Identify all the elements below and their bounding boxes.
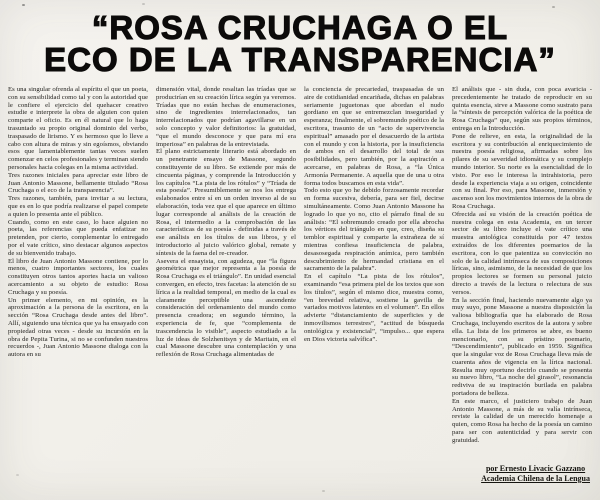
article-body	[8, 86, 592, 486]
paragraph: El análisis que - sin duda, con poca avaricia - precedentemente he tratado de reproducir en su quinta esencia, sirve a Massone como sustrato para la “síntesis de percepción valórica de la poética de Rosa Cruchaga” que, según sus propios términos, entrega en la Introducción.	[452, 86, 592, 132]
paragraph: En el capítulo “La pista de los rótulos”, examinando “esa primera piel de los textos que son los títulos”, según el mismo dice, muestra como, “en brevedad relativa, sostiene la gavilla de variados motivos latentes en el volumen”. En ellos advierte “distanciamiento de superficies y de inmovilismos terrestres”, “actitud de búsqueda ontológica y existencial”, “impulso... que espera en Dios victoria salvífica”.	[304, 273, 444, 343]
paragraph: En la sección final, haciendo nuevamente algo ya muy suyo, pone Massone a nuestra disposición la valiosa bibliografía que ha elaborado de Rosa Cruchaga, incluyendo escritos de la autora y sobre ella. La lista de los primeros se abre, es bueno mencionarlo, con su prístino poemario, “Descendimiento”, publicado en 1959. Significa que la singular voz de Rosa Cruchaga lleva más de cuarenta años de vigencia en la lírica nacional. Resulta muy oportuno decirlo cuando se presenta su nuevo libro, “La noche del girasol”, resonancia rediviva de su inspiración burilada en palabra portadora de belleza.	[452, 296, 592, 398]
paragraph: Es una singular ofrenda al espíritu el que un poeta, con su sensibilidad como tal y con la autoridad que le confiere el ejercicio del quehacer creativo estudie e interprete la obra de alguien con quien comparte el oficio. Es en él natural que lo haga trasuntado su propio original dominio del verbo, traspasado de lirismo. Y es hermoso que lo lleve a cabo con altura de miras y sin egoísmos, obviando esos que lamentablemente tantas veces suelen comenzar en celos profesionales y terminan siendo personales hacia colegas en la misma actividad.	[8, 86, 148, 171]
text-column-3	[304, 86, 444, 486]
paragraph: Tres razones iniciales para apreciar este libro de Juan Antonio Massone, bellamente titulado “Rosa Cruchaga o el eco de la transparencia”.	[8, 171, 148, 195]
paragraph: En este marco, el justiciero trabajo de Juan Antonio Massone, a más de su valía intrínseca, reviste la calidad de un merecido homenaje a quien, como Rosa ha hecho de la poesía un camino para ser con autenticidad y para servir con gratuidad.	[452, 397, 592, 444]
paragraph: la conciencia de precariedad, traspasadas de un aire de cotidianidad encariñada, dichas en palabras seriamente juguetonas que abordan el nudo gordiano en que se entremezclan inseguridad y esperanza; finalmente, el sobremundo poético de la escritora, trasunto de un “acto de supervivencia espiritual” amasado por el desacuerdo de la artista con el mundo y con la historia, por la insuficiencia de ambos en el desarrollo del total de sus posibilidades, pero también, por la aspiración a acercarse, en palabras de Rosa, a “la Única Armonía Permanente. A aquella que de una u otra forma todos buscamos en esta vida”.	[304, 86, 444, 187]
paragraph: dimensión vital, donde resaltan las tríadas que se producirían en su creación lírica según ya veremos. Tríadas que no están hechas de enumeraciones, sino de ingredientes interrelacionados, tan interrelacionados que podrían agavillarse en un solo concepto y valor definitorios: la gratuidad, “que el mundo desconoce y que para mí era imperiosa” en palabras de la entrevistada.	[156, 86, 296, 148]
paragraph: Tres razones, también, para invitar a su lectura, que es en lo que podría realizarse el papel compete a quien lo presenta ante el público.	[8, 195, 148, 218]
paragraph: El plano estrictamente literario está abordado en un penetrante ensayo de Massone, segundo constituyente de su libro. Se extiende por más de cincuenta páginas, y comprende la Introducción y los capítulos “La pista de los rótulos” y “Tríada de esta poesía”. Presumiblemente se nos los entrega eslabonados entre sí en un orden inverso al de su elaboración, toda vez que el que aparece en último lugar corresponde al análisis de la creación de Rosa, el intermedio a la comprobación de las características de su poesía - definidas a través de ese análisis en los títulos de sus libros, y el introductorio al juicio valórico global, remate y síntesis de la faena del re-creador.	[156, 148, 296, 257]
byline	[481, 464, 590, 484]
paragraph: Pone de relieve, en esta, la originalidad de la escritora y su contribución al enriquecimiento de nuestra poesía religiosa, afirmadas sobre los pilares de su severidad idiomática y su complejo mundo interior. Su norte es la esencialidad de lo visto. Por eso le interesa la intrahistoria, pero desde la experiencia viaja a su origen, coincidente con su final. Por eso, para Massone, inmersión y ascenso son los movimientos internos de la obra de Rosa Cruchaga.	[452, 132, 592, 210]
byline-affiliation: Academia Chilena de la Lengua	[481, 474, 590, 483]
text-column-4	[452, 86, 592, 486]
paragraph: Cuando, como en este caso, lo hace alguien no poeta, las referencias que pueda enfatizar no pretenden, por cierto, complementar lo entregado por el vate crítico, sino destacar algunos aspectos de su bienvenido trabajo.	[8, 218, 148, 257]
headline-line-1: “ROSA CRUCHAGA O EL	[91, 9, 509, 46]
paragraph: El libro de Juan Antonio Massone contiene, por lo menos, cuatro importantes sectores, los cuales constituyen otros tantos aportes hacia un valioso acercamiento a su objeto de estudio: Rosa Cruchaga y su poesía.	[8, 257, 148, 296]
paragraph: Asevera el ensayista, con agudeza, que “la figura geométrica que mejor representa a la poesía de Rosa Cruchaga es el triángulo”. En unidad esencial convergen, en efecto, tres facetas: la atención de su lírica a la realidad temporal, en medio de la cual es claramente perceptible una ascendente consideración del ordenamiento del mundo como presencia creadora; en segundo término, la experiencia de fe, que “complementa de trascendencia lo visible”, aspecto estudiado a la luz de ideas de Solzhenitsyn y de Maritain, en el cual Massone descubre una contemplación y una reflexión de Rosa Cruchaga alimentadas de	[156, 257, 296, 359]
paragraph: Ofrecida así su visión de la creación poética de nuestra colega en esta Academia, en un tercer sector de su libro incluye el vate crítico una muestra antológica constituida por 47 textos extraídos de los diferentes poemarios de la escritora, con lo que patentiza su convicción no solo de la calidad intrínseca de sus composiciones líricas, sino, asimismo, de la necesidad de que los propios lectores se formen su personal juicio directo a través de la lectura o relectura de sus versos.	[452, 210, 592, 296]
byline-author: por Ernesto Livacic Gazzano	[485, 464, 586, 473]
text-column-2	[156, 86, 296, 486]
text-column-1	[8, 86, 148, 486]
paragraph: Todo esto que yo he debido forzosamente recordar en forma sucesiva, debería, para ser fiel, decirse simultáneamente. Como Juan Antonio Massone ha logrado lo que yo no, cito el párrafo final de su análisis: “El sobremundo creado por ella abrocha los vértices del triángulo en que, creo, diseña su temblor espiritual y comparte la extrañeza de sí mientras confiesa insuficiencia de palabra, desasosegada respiración anímica, pero también descubrimiento de hermandad cristiana en el sacramento de la palabra”.	[304, 187, 444, 273]
article-headline	[8, 9, 592, 78]
scan-artifact	[22, 4, 25, 6]
paragraph: Un primer elemento, en mi opinión, es la aproximación a la persona de la escritora, en la sección “Rosa Cruchaga desde antes del libro”. Allí, siguiendo una técnica que ya ha ensayado con propiedad otras veces - desde su incursión en la obra de Pepita Turina, si no se confunden nuestros recuerdos -, Juan Antonio Massone dialoga con la autora en su	[8, 296, 148, 359]
headline-line-2: ECO DE LA TRANSPARENCIA”	[44, 41, 556, 78]
